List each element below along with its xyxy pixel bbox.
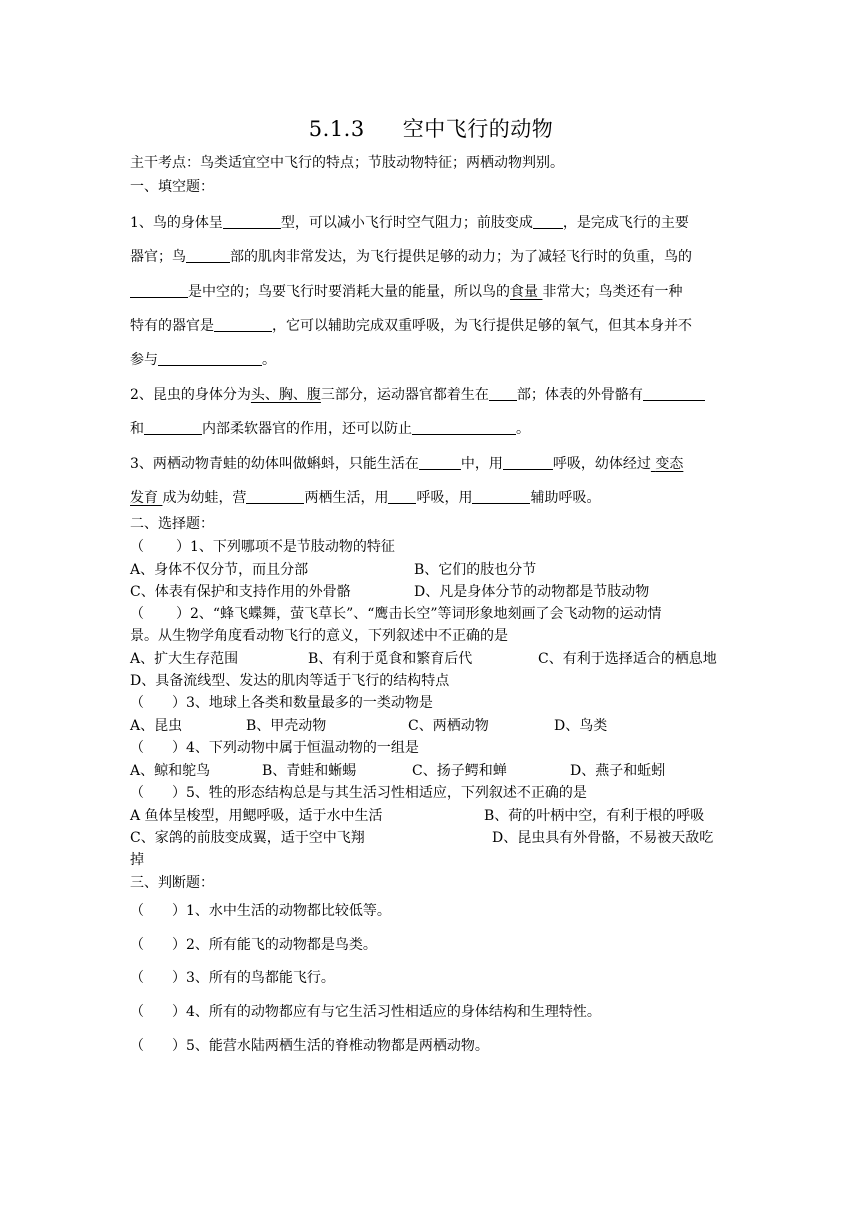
mc-q2-option-b[interactable]: B、有利于觅食和繁育后代 [308, 651, 473, 667]
mc-q4-option-c[interactable]: C、扬子鳄和蝉 [412, 763, 507, 779]
mc-q1-option-a[interactable]: A、身体不仅分节，而且分部 [130, 562, 309, 578]
mc-q4-stem: （ ）4、下列动物中属于恒温动物的一组是 [130, 740, 419, 756]
judge-item[interactable]: （ ）1、水中生活的动物都比较低等。 [130, 903, 391, 919]
judge-item[interactable]: （ ）2、所有能飞的动物都是鸟类。 [130, 937, 377, 953]
answer-text: 头、胸、腹 [250, 387, 321, 403]
mc-q1-option-d[interactable]: D、凡是身体分节的动物都是节肢动物 [414, 584, 650, 600]
blank[interactable] [472, 489, 530, 504]
answer-text: 发育 [130, 490, 158, 506]
page-title [130, 113, 732, 143]
fill-q2-line1: 2、昆虫的身体分为头、胸、腹三部分，运动器官都着生在 部；体表的外骨骼有 [130, 385, 732, 405]
mc-q4-option-a[interactable]: A、鲸和鸵鸟 [130, 763, 211, 779]
section2-heading: 二、选择题： [130, 516, 214, 532]
blank[interactable] [186, 248, 230, 263]
mc-q1-option-b[interactable]: B、它们的肢也分节 [414, 562, 537, 578]
mc-q2-option-a[interactable]: A、扩大生存范围 [130, 651, 239, 667]
judge-item[interactable]: （ ）3、所有的鸟都能飞行。 [130, 970, 335, 986]
fill-q3-line2: 发育 成为幼蛙，营 两栖生活，用 呼吸，用 辅助呼吸。 [130, 490, 601, 506]
mc-q2-option-d[interactable]: D、具备流线型、发达的肌肉等适于飞行的结构特点 [130, 673, 450, 689]
fill-q2-line2: 和 内部柔软器官的作用，还可以防止 。 [130, 421, 530, 437]
blank[interactable] [412, 420, 516, 435]
section3-heading: 三、判断题： [130, 875, 214, 891]
section1-heading: 一、填空题： [130, 179, 214, 195]
blank[interactable] [158, 351, 262, 366]
blank[interactable] [246, 489, 304, 504]
mc-q3-option-c[interactable]: C、两栖动物 [408, 718, 489, 734]
blank[interactable] [503, 455, 553, 470]
blank[interactable] [130, 283, 188, 298]
mc-q2-stem-cont: 景。从生物学角度看动物飞行的意义，下列叙述中不正确的是 [130, 628, 508, 644]
blank[interactable] [643, 386, 705, 401]
title-text: 空中飞行的动物 [402, 117, 554, 141]
mc-q2-stem: （ ）2、“蜂飞蝶舞，萤飞草长”、“鹰击长空”等词形象地刻画了会飞动物的运动情 [130, 606, 662, 622]
fill-q3-line1: 3、两栖动物青蛙的幼体叫做蝌蚪，只能生活在 中，用 呼吸，幼体经过 变态 [130, 456, 684, 472]
fill-q1-line5: 参与 。 [130, 352, 276, 368]
blank[interactable] [419, 455, 461, 470]
mc-q1-option-c[interactable]: C、体表有保护和支持作用的外骨骼 [130, 584, 351, 600]
blank[interactable] [489, 386, 517, 401]
mc-q5-option-c[interactable]: C、家鸽的前肢变成翼，适于空中飞翔 [130, 830, 365, 846]
blank[interactable] [214, 317, 272, 332]
mc-q1-stem: （ ）1、下列哪项不是节肢动物的特征 [130, 539, 395, 555]
blank[interactable] [533, 214, 563, 229]
mc-q3-option-d[interactable]: D、鸟类 [554, 718, 608, 734]
answer-text: 食量 [510, 284, 538, 300]
blank[interactable] [144, 420, 202, 435]
title-number: 5.1.3 [308, 117, 365, 141]
mc-q5-option-d[interactable]: D、昆虫具有外骨骼，不易被天敌吃 [492, 830, 714, 846]
judge-item[interactable]: （ ）4、所有的动物都应有与它生活习性相适应的身体结构和生理特性。 [130, 1004, 601, 1020]
fill-q1-line2: 器官；鸟 部的肌肉非常发达，为飞行提供足够的动力；为了减轻飞行时的负重，鸟的 [130, 249, 692, 265]
mc-q5-option-a[interactable]: A 鱼体呈梭型，用鳃呼吸，适于水中生活 [130, 808, 383, 824]
mc-q5-option-d-cont: 掉 [130, 852, 144, 868]
blank[interactable] [388, 489, 416, 504]
judge-item[interactable]: （ ）5、能营水陆两栖生活的脊椎动物都是两栖动物。 [130, 1038, 489, 1054]
mc-q3-option-a[interactable]: A、昆虫 [130, 718, 183, 734]
blank[interactable] [223, 214, 281, 229]
mc-q2-option-c[interactable]: C、有利于选择适合的栖息地 [538, 651, 717, 667]
answer-text: 变态 [655, 456, 684, 472]
mc-q3-stem: （ ）3、地球上各类和数量最多的一类动物是 [130, 695, 433, 711]
mc-q5-option-b[interactable]: B、荷的叶柄中空，有利于根的呼吸 [484, 808, 705, 824]
fill-q1-line4: 特有的器官是 ，它可以辅助完成双重呼吸，为飞行提供足够的氧气，但其本身并不 [130, 318, 692, 334]
fill-q1-line3: 是中空的；鸟要飞行时要消耗大量的能量，所以鸟的食量 非常大；鸟类还有一种 [130, 282, 732, 302]
mc-q5-stem: （ ）5、牲的形态结构总是与其生活习性相适应，下列叙述不正确的是 [130, 785, 587, 801]
fill-q1-line1: 1、鸟的身体呈 型，可以减小飞行时空气阻力；前肢变成 ，是完成飞行的主要 [130, 215, 689, 231]
mc-q3-option-b[interactable]: B、甲壳动物 [246, 718, 327, 734]
mc-q4-option-b[interactable]: B、青蛙和蜥蜴 [262, 763, 357, 779]
key-points: 主干考点：鸟类适宜空中飞行的特点；节肢动物特征；两栖动物判别。 [130, 155, 564, 171]
mc-q4-option-d[interactable]: D、燕子和蚯蚓 [570, 763, 666, 779]
